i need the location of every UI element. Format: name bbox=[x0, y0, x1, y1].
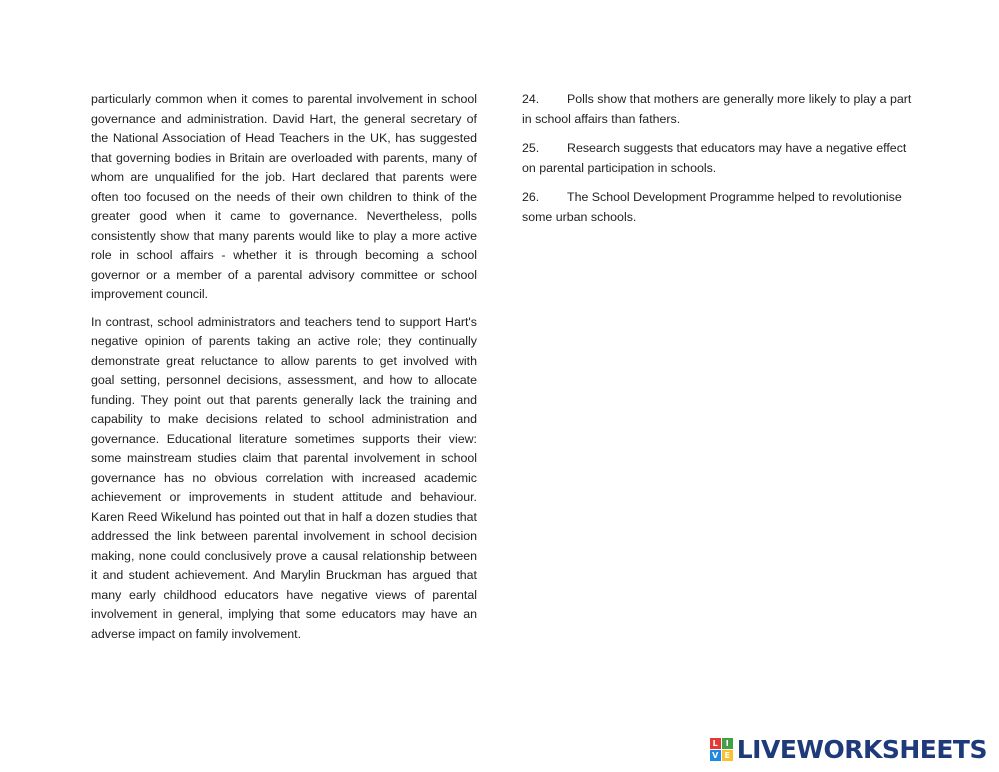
question-text: Polls show that mothers are generally more likely to play a part in school affairs than fathers. bbox=[522, 92, 912, 126]
logo-letter-l: L bbox=[710, 738, 721, 749]
question-text: The School Development Programme helped to revolutionise some urban schools. bbox=[522, 190, 902, 224]
logo-mark-icon bbox=[710, 738, 733, 761]
question-number: 26. bbox=[522, 190, 540, 204]
question-text: Research suggests that educators may have a negative effect on parental participation in schools. bbox=[522, 141, 907, 175]
logo-wordmark: LIVEWORKSHEETS bbox=[736, 734, 987, 764]
logo-letter-e: E bbox=[722, 750, 733, 761]
question-list bbox=[522, 90, 912, 237]
question-number: 25. bbox=[522, 141, 540, 155]
question-24 bbox=[522, 90, 912, 129]
liveworksheets-logo bbox=[710, 734, 987, 764]
question-25 bbox=[522, 139, 912, 178]
logo-letter-v: V bbox=[710, 750, 721, 761]
logo-letter-i: I bbox=[722, 738, 733, 749]
question-number: 24. bbox=[522, 92, 540, 106]
passage-paragraph-2: In contrast, school administrators and teachers tend to support Hart's negative opinion of parents taking an active role; they continually demonstrate great reluctance to allow parents to get involved with goal setting, personnel decisions, assessment, and how to allocate funding. They point out that parents generally lack the training and capability to make decisions related to school administration and governance. Educational literature sometimes supports their view: some mainstream studies claim that parental involvement in school governance has no obvious correlation with increased academic achievement or improvements in student attitude and behaviour. Karen Reed Wikelund has pointed out that in half a dozen studies that addressed the link between parental involvement in school decision making, none could conclusively prove a causal relationship between it and student achievement. And Marylin Bruckman has argued that many early childhood educators have negative views of parental involvement in general, implying that some educators may have an adverse impact on family involvement. bbox=[91, 314, 477, 641]
reading-passage bbox=[91, 90, 477, 652]
passage-paragraph-1: particularly common when it comes to parental involvement in school governance and administration. David Hart, the general secretary of the National Association of Head Teachers in the UK, has suggested that governing bodies in Britain are overloaded with parents, many of whom are unqualified for the job. Hart declared that parents were often too focused on the needs of their own children to think of the greater good when it came to governance. Nevertheless, polls consistently show that many parents would like to play a more active role in school affairs - whether it is through becoming a school governor or a member of a parental advisory committee or school improvement council. bbox=[91, 92, 477, 301]
question-26 bbox=[522, 188, 912, 227]
